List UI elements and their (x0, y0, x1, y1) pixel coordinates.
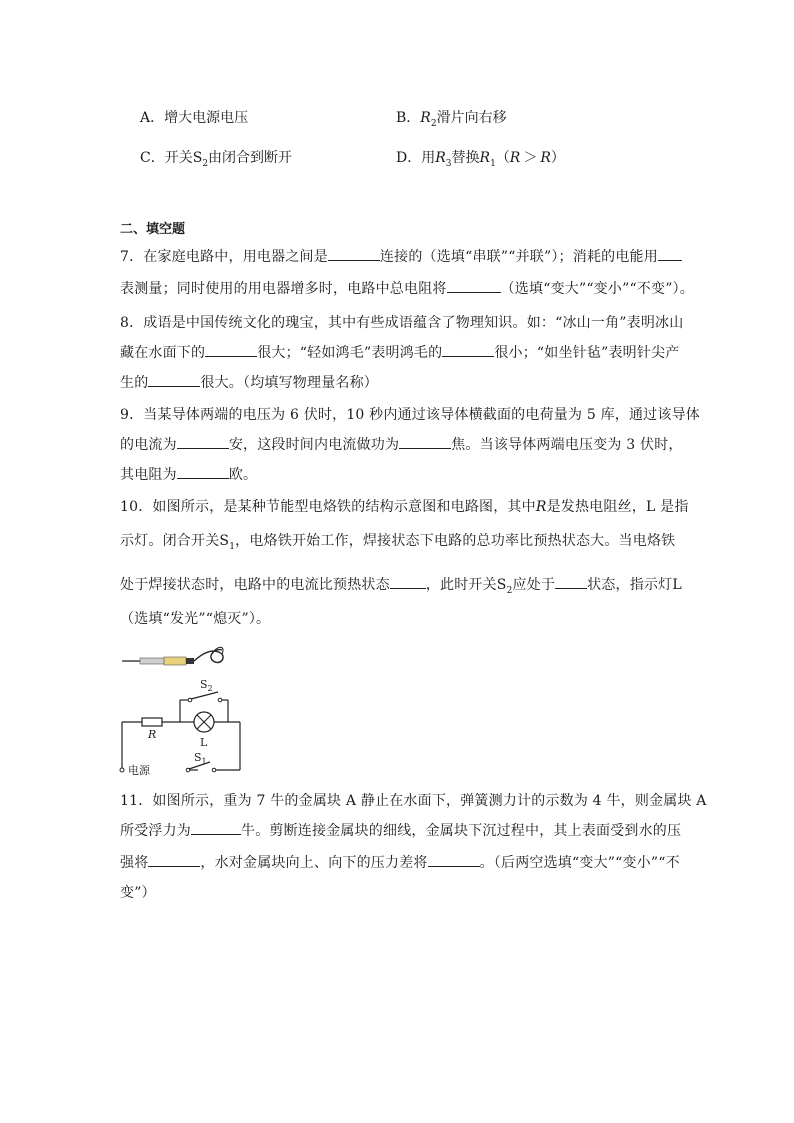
q8-line-1 (120, 312, 683, 334)
q8-text-1: 8．成语是中国传统文化的瑰宝，其中有些成语蕴含了物理知识。如：“冰山一角”表明冰山 (120, 315, 684, 331)
q9-line-2 (120, 434, 683, 456)
q9-blank-2[interactable] (399, 434, 451, 449)
q11-text-2a: 所受浮力为 (120, 823, 191, 839)
q9-line-3 (120, 464, 257, 486)
q8-line-2 (120, 342, 679, 364)
option-d-var2: R (479, 150, 491, 166)
q8-text-2c: 很小；“如坐针毡”表明针尖产 (494, 345, 680, 361)
option-d-sub2: 1 (490, 158, 496, 169)
q10-text-3d: 状态，指示灯L (587, 577, 682, 593)
q9-text-3a: 其电阻为 (120, 467, 177, 483)
option-d-paren-open: （ (495, 150, 510, 166)
q10-line-4 (120, 608, 270, 630)
q8-blank-2[interactable] (442, 342, 494, 357)
q10-line-3 (120, 574, 682, 602)
option-a (140, 108, 248, 128)
switch-s2-icon (188, 692, 228, 702)
option-c (140, 148, 292, 174)
option-b-sub: 2 (430, 118, 437, 129)
q7-text-1a: 7．在家庭电路中，用电器之间是 (120, 249, 328, 265)
option-d-paren-close: ） (550, 150, 565, 166)
option-c-sub: 2 (202, 158, 209, 169)
option-b (396, 108, 507, 134)
power-terminal-icon (120, 768, 124, 772)
option-d-mid: 替换 (451, 150, 480, 166)
option-d-compare: ＞ (523, 150, 538, 166)
resistor-icon (142, 718, 162, 726)
q11-blank-2[interactable] (148, 852, 200, 867)
q10-text-4: （选填“发光”“熄灭”）。 (120, 611, 271, 627)
option-d (396, 148, 565, 174)
q9-blank-3[interactable] (177, 464, 229, 479)
label-s2: $S_2$ (200, 678, 213, 693)
q7-text-2a: 表测量；同时使用的用电器增多时，电路中总电阻将 (120, 281, 447, 297)
circuit-wires (122, 700, 240, 770)
lamp-icon (194, 712, 214, 732)
soldering-iron-icon (122, 647, 223, 665)
q11-line-4 (120, 882, 156, 904)
q11-line-1 (120, 790, 707, 812)
q10-blank-1[interactable] (390, 574, 426, 589)
option-c-suffix: 由闭合到断开 (208, 150, 293, 166)
option-d-prefix: D．用 (396, 150, 436, 166)
q7-blank-3[interactable] (447, 278, 501, 293)
q11-text-3b: ，水对金属块向上、向下的压力差将 (200, 855, 428, 871)
q7-text-1b: 连接的（选填“串联”“并联”）；消耗的电能用 (379, 249, 658, 265)
option-b-suffix: 滑片向右移 (436, 110, 507, 126)
q11-line-3 (120, 852, 680, 874)
q11-blank-1[interactable] (191, 820, 241, 835)
q8-text-3a: 生的 (120, 375, 149, 391)
q10-text-3b: ，此时开关S (425, 577, 507, 593)
q8-blank-1[interactable] (205, 342, 257, 357)
q8-text-3b: 很大。（均填写物理量名称） (200, 375, 379, 391)
label-r: R (148, 728, 157, 741)
label-power-source: 电源 (128, 764, 150, 777)
q7-blank-1[interactable] (328, 246, 380, 261)
q11-text-1: 11．如图所示，重为 7 牛的金属块 A 静止在水面下，弹簧测力计的示数为 4 牛，则金属块 A (120, 793, 707, 809)
q10-blank-2[interactable] (555, 574, 587, 589)
q11-blank-3[interactable] (428, 852, 480, 867)
q10-line-1 (120, 496, 689, 518)
q10-sub-1: 1 (229, 541, 236, 552)
option-d-sub1: 3 (445, 158, 452, 169)
q8-blank-3[interactable] (148, 372, 200, 387)
q11-text-3c: 。（后两空选填“变大”“变小”“不 (479, 855, 680, 871)
option-c-prefix: C．开关S (140, 150, 203, 166)
option-b-var: R (420, 110, 431, 126)
q10-text-2a: 示灯。闭合开关S (120, 533, 230, 549)
q9-text-3b: 欧。 (228, 467, 258, 483)
q11-text-2b: 牛。剪断连接金属块的细线，金属块下沉过程中，其上表面受到水的压 (241, 823, 682, 839)
label-s1: $S_1$ (194, 751, 207, 766)
option-d-var1: R (435, 150, 446, 166)
q10-text-3a: 处于焊接状态时，电路中的电流比预热状态 (120, 577, 390, 593)
option-d-var4: R (540, 150, 551, 166)
q8-text-2b: 很大；“轻如鸿毛”表明鸿毛的 (257, 345, 443, 361)
q7-line-2 (120, 278, 694, 300)
q10-text-3c: 应处于 (512, 577, 556, 593)
section-title: 二、填空题 (120, 222, 186, 237)
q11-text-3a: 强将 (120, 855, 149, 871)
q9-text-2c: 焦。当该导体两端电压变为 3 伏时， (451, 437, 683, 453)
q10-text-1b: 是发热电阻丝，L 是指 (546, 499, 689, 515)
q10-text-2b: ，电烙铁开始工作，焊接状态下电路的总功率比预热状态大。当电烙铁 (235, 533, 676, 549)
q11-text-4: 变”） (120, 885, 156, 901)
option-a-text: A．增大电源电压 (140, 110, 249, 126)
q9-blank-1[interactable] (177, 434, 229, 449)
q10-sub-2: 2 (506, 585, 513, 596)
q7-line-1 (120, 246, 682, 268)
q7-blank-2[interactable] (658, 246, 682, 261)
q9-text-1: 9．当某导体两端的电压为 6 伏时，10 秒内通过该导体横截面的电荷量为 5 库，通过该导体 (120, 407, 700, 423)
q8-text-2a: 藏在水面下的 (120, 345, 206, 361)
q10-var-r: R (535, 499, 547, 515)
option-b-prefix: B． (396, 110, 421, 126)
option-d-var3: R (509, 150, 521, 166)
circuit-figure (118, 640, 248, 780)
q9-text-2a: 的电流为 (120, 437, 177, 453)
label-l: L (200, 736, 208, 749)
q9-line-1 (120, 404, 700, 426)
q11-line-2 (120, 820, 681, 842)
q9-text-2b: 安，这段时间内电流做功为 (228, 437, 400, 453)
q8-line-3 (120, 372, 378, 394)
q10-text-1a: 10．如图所示，是某种节能型电烙铁的结构示意图和电路图，其中 (120, 499, 536, 515)
q7-text-2b: （选填“变大”“变小”“不变”）。 (500, 281, 694, 297)
q10-line-2 (120, 530, 675, 558)
